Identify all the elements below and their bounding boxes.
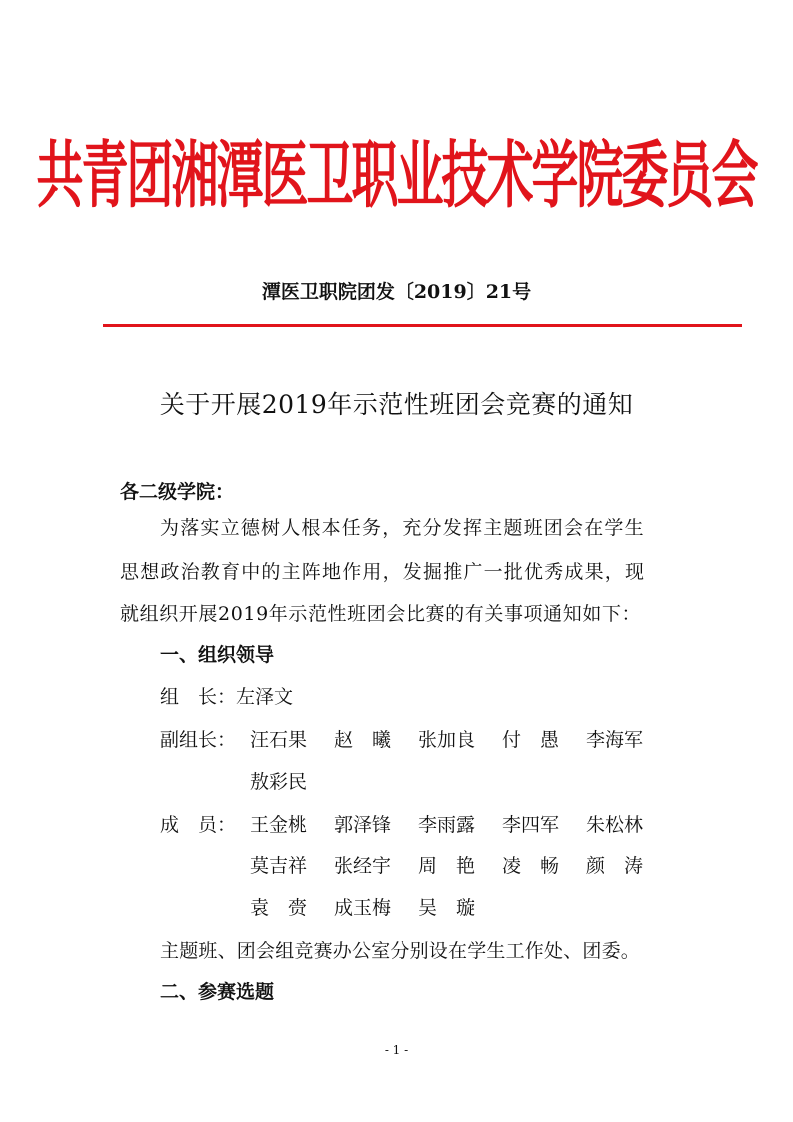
- section-heading-topics: 二、参赛选题: [160, 981, 275, 1003]
- office-note: 主题班、团会组竞赛办公室分别设在学生工作处、团委。: [160, 940, 641, 962]
- deputy-label: 副组长：: [160, 729, 237, 751]
- member-name: 王金桃: [250, 814, 308, 836]
- member-name: 莫吉祥: [250, 855, 308, 877]
- member-name: 朱松林: [586, 814, 644, 836]
- deputy-name: 付 愚: [502, 729, 560, 751]
- org-masthead-title: 共青团湘潭医卫职业技术学院委员会: [36, 133, 757, 220]
- member-name: 郭泽锋: [334, 814, 392, 836]
- member-name: 成玉梅: [334, 897, 392, 919]
- member-name: 张经宇: [334, 855, 392, 877]
- members-label: 成 员：: [160, 814, 237, 836]
- deputy-names-row-2: [250, 773, 793, 792]
- notice-title: 关于开展2019年示范性班团会竞赛的通知: [159, 390, 634, 419]
- member-name: 袁 赍: [250, 897, 308, 919]
- document-number: 潭医卫职院团发〔2019〕21号: [261, 281, 532, 303]
- leader-name: 左泽文: [236, 686, 294, 708]
- member-name: 凌 畅: [502, 855, 560, 877]
- deputy-name: 赵 曦: [334, 729, 392, 751]
- member-names-row-3: [250, 899, 793, 918]
- salutation: 各二级学院：: [120, 481, 235, 503]
- red-separator-line: [103, 324, 742, 327]
- member-name: 李四军: [502, 814, 560, 836]
- member-name: 吴 璇: [418, 897, 476, 919]
- intro-line-1: 为落实立德树人根本任务，充分发挥主题班团会在学生: [160, 517, 645, 539]
- intro-line-3: 就组织开展2019年示范性班团会比赛的有关事项通知如下：: [120, 603, 642, 625]
- member-names-row-1: [250, 816, 793, 835]
- intro-line-2: 思想政治教育中的主阵地作用，发掘推广一批优秀成果，现: [120, 561, 646, 583]
- page-number: - 1 -: [384, 1043, 409, 1057]
- deputy-name: 汪石果: [250, 729, 308, 751]
- member-name: 李雨露: [418, 814, 476, 836]
- section-heading-organization: 一、组织领导: [160, 644, 275, 666]
- deputy-name: 李海军: [586, 729, 644, 751]
- member-name: 周 艳: [418, 855, 476, 877]
- deputy-name: 张加良: [418, 729, 476, 751]
- member-names-row-2: [250, 857, 793, 876]
- deputy-names-row-1: [250, 731, 793, 750]
- leader-row: [160, 688, 720, 707]
- member-name: 颜 涛: [586, 855, 644, 877]
- leader-label: 组 长：: [160, 686, 237, 708]
- deputy-name: 敖彩民: [250, 771, 308, 793]
